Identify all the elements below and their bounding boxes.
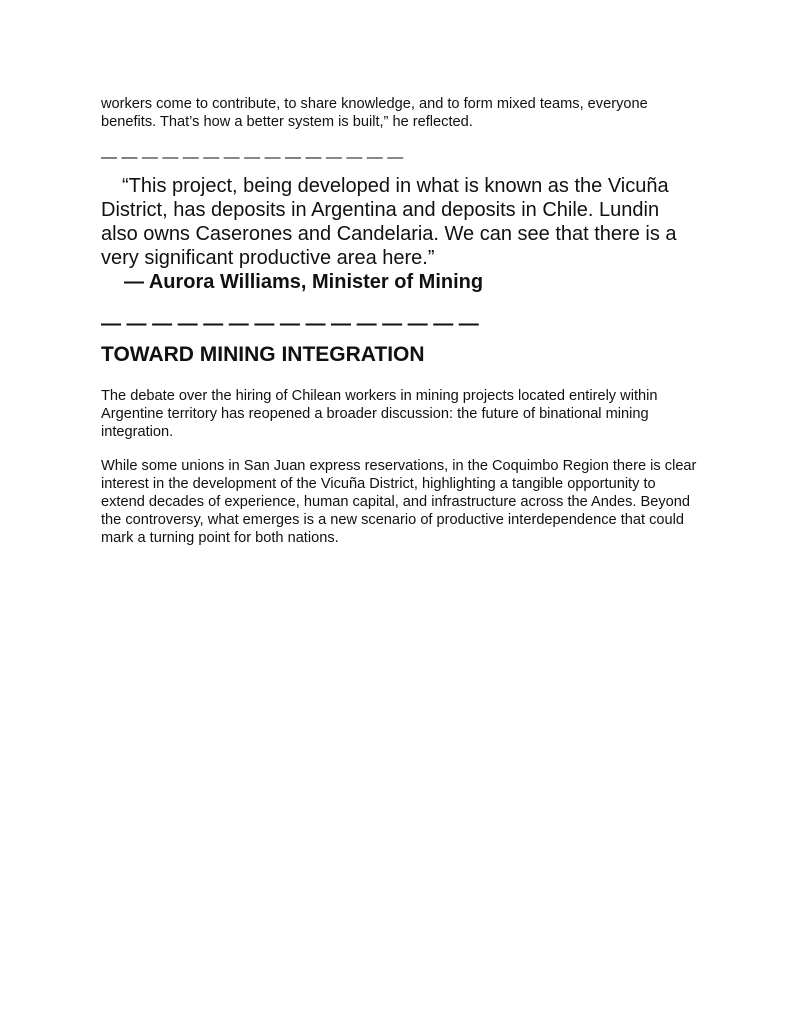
- separator-small: — — — — — — — — — — — — — — —: [101, 149, 404, 166]
- section-paragraph-2: While some unions in San Juan express reservations, in the Coquimbo Region there is clear interest in the development of the Vicuña District, highlighting a tangible opportunity to extend decades of experience, human capital, and infrastructure across the Andes. Beyond the controversy, what emerges is a new scenario of productive interdependence that could mark a turning point for both nations.: [101, 458, 697, 546]
- separator-large: — — — — — — — — — — — — — — —: [101, 313, 479, 335]
- quote-attribution: — Aurora Williams, Minister of Mining: [124, 271, 484, 293]
- quote-text: “This project, being developed in what is known as the Vicuña District, has deposits in Argentina and deposits in Chile. Lundin also owns Caserones and Candelaria. We can see that there is a very significant productive area here.”: [101, 175, 677, 269]
- continued-paragraph: workers come to contribute, to share knowledge, and to form mixed teams, everyone benefits. That’s how a better system is built,” he reflected.: [101, 96, 648, 130]
- section-paragraph-1: The debate over the hiring of Chilean workers in mining projects located entirely within Argentine territory has reopened a broader discussion: the future of binational mining integration.: [101, 388, 658, 440]
- section-heading: TOWARD MINING INTEGRATION: [101, 343, 425, 366]
- pull-quote: [101, 174, 701, 270]
